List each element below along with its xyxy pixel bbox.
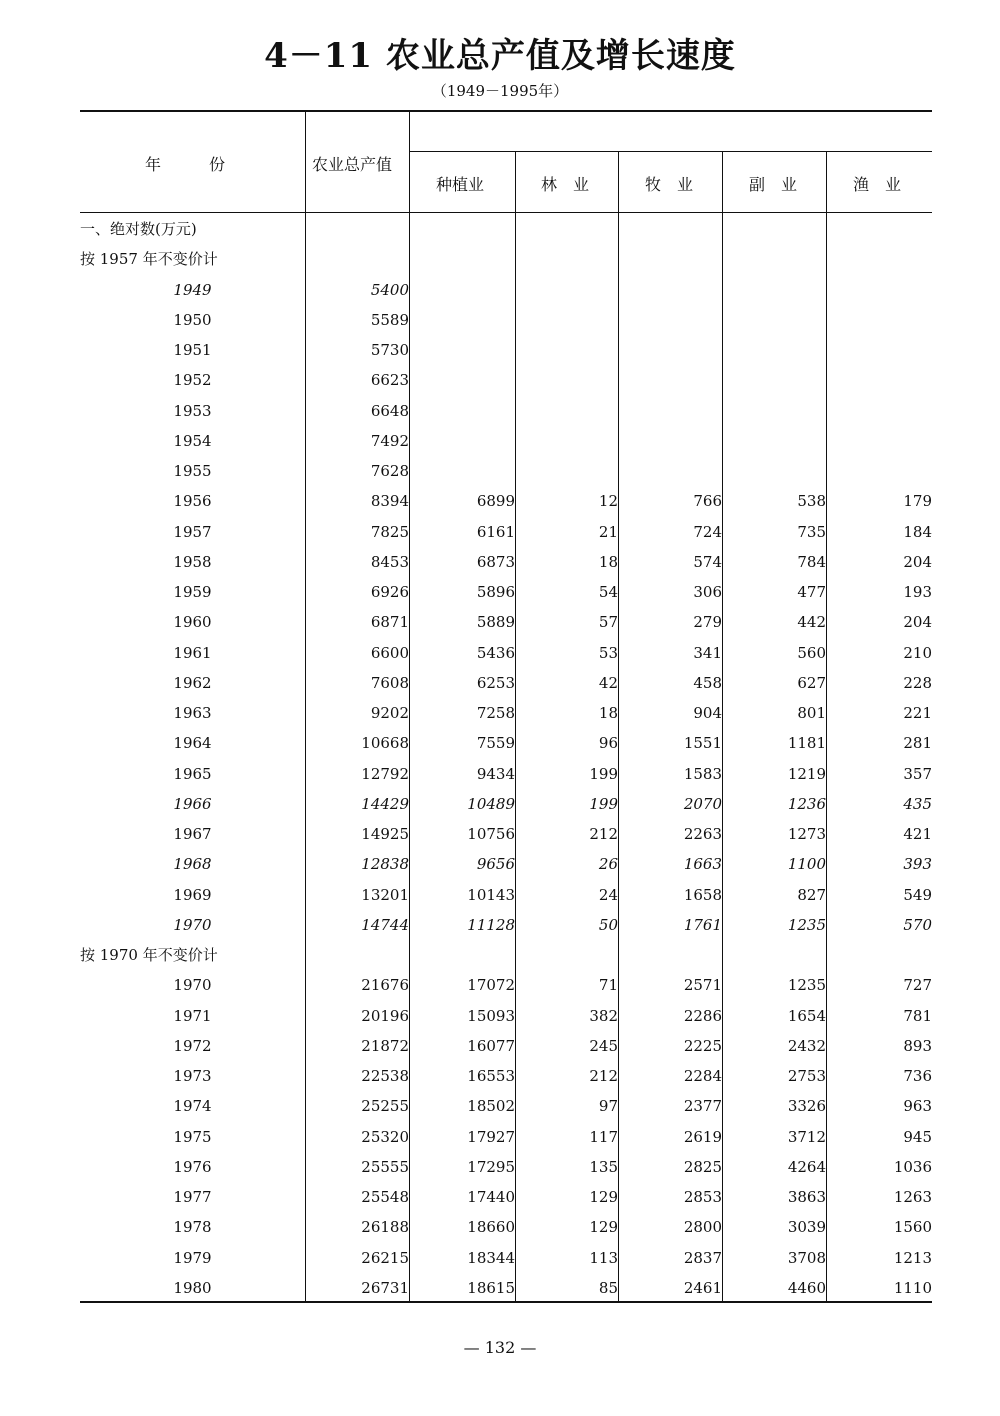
- livestock-cell: 1761: [683, 915, 722, 934]
- forestry-cell: 129: [589, 1188, 618, 1207]
- crop-cell: 16553: [467, 1067, 515, 1086]
- table-row: [80, 880, 932, 910]
- fishery-cell: 1263: [893, 1188, 932, 1207]
- sideline-cell: [722, 396, 826, 426]
- livestock-cell: 306: [693, 583, 722, 602]
- table-row: [80, 517, 932, 547]
- year-cell: 1975: [173, 1127, 212, 1146]
- forestry-cell: 53: [598, 643, 618, 662]
- table-row: [80, 1152, 932, 1182]
- crop-cell: [409, 275, 515, 305]
- livestock-cell: 458: [693, 673, 722, 692]
- total-cell: 6623: [370, 371, 409, 390]
- sideline-cell: [722, 365, 826, 395]
- livestock-cell: [618, 456, 722, 486]
- data-table: [80, 214, 932, 1303]
- forestry-cell: 117: [589, 1127, 618, 1146]
- livestock-cell: [618, 426, 722, 456]
- fishery-cell: 893: [903, 1036, 932, 1055]
- fishery-cell: 421: [903, 825, 932, 844]
- forestry-cell: 26: [598, 855, 618, 874]
- crop-cell: 6161: [476, 522, 515, 541]
- forestry-cell: 113: [589, 1248, 618, 1267]
- table-row: [80, 970, 932, 1000]
- total-cell: 7608: [370, 673, 409, 692]
- year-cell: 1972: [173, 1036, 212, 1055]
- header-bottom-rule: [80, 212, 932, 213]
- fishery-cell: 221: [903, 704, 932, 723]
- crop-cell: 6899: [476, 492, 515, 511]
- forestry-cell: 57: [598, 613, 618, 632]
- header-fishery: 渔 业: [853, 175, 902, 194]
- crop-cell: 16077: [467, 1036, 515, 1055]
- livestock-cell: 2225: [683, 1036, 722, 1055]
- table-row: [80, 1091, 932, 1121]
- forestry-cell: 135: [589, 1157, 618, 1176]
- crop-cell: 18660: [467, 1218, 515, 1237]
- fishery-cell: 184: [903, 522, 932, 541]
- forestry-cell: [515, 396, 618, 426]
- fishery-cell: 393: [903, 855, 932, 874]
- year-cell: 1961: [173, 643, 212, 662]
- forestry-cell: 245: [589, 1036, 618, 1055]
- sideline-cell: [722, 275, 826, 305]
- livestock-cell: 2263: [683, 825, 722, 844]
- sideline-cell: 2432: [787, 1036, 826, 1055]
- total-cell: 9202: [370, 704, 409, 723]
- crop-cell: 18502: [467, 1097, 515, 1116]
- forestry-cell: 71: [598, 976, 618, 995]
- crop-cell: 17072: [467, 976, 515, 995]
- table-row: [80, 275, 932, 305]
- table-row: [80, 305, 932, 335]
- sideline-cell: 801: [797, 704, 826, 723]
- fishery-cell: [826, 335, 932, 365]
- sideline-cell: 1100: [787, 855, 826, 874]
- section-label: 一、绝对数(万元): [80, 220, 197, 239]
- fishery-cell: 727: [903, 976, 932, 995]
- sideline-cell: [722, 335, 826, 365]
- section-row: [80, 244, 932, 274]
- livestock-cell: 724: [693, 522, 722, 541]
- total-cell: 21676: [361, 976, 409, 995]
- crop-cell: 10756: [467, 825, 515, 844]
- livestock-cell: 2825: [683, 1157, 722, 1176]
- year-cell: 1968: [173, 855, 212, 874]
- table-row: [80, 1001, 932, 1031]
- sideline-cell: 1236: [787, 794, 826, 813]
- table-row: [80, 547, 932, 577]
- total-cell: 22538: [361, 1067, 409, 1086]
- sideline-cell: [722, 305, 826, 335]
- table-row: [80, 789, 932, 819]
- page-number: — 132 —: [463, 1338, 537, 1357]
- fishery-cell: 781: [903, 1006, 932, 1025]
- crop-cell: 17295: [467, 1157, 515, 1176]
- crop-cell: 15093: [467, 1006, 515, 1025]
- table-row: [80, 365, 932, 395]
- table-row: [80, 1243, 932, 1273]
- year-cell: 1979: [173, 1248, 212, 1267]
- forestry-cell: [515, 365, 618, 395]
- table-row: [80, 486, 932, 516]
- livestock-cell: 2619: [683, 1127, 722, 1146]
- livestock-cell: 574: [693, 552, 722, 571]
- year-cell: 1969: [173, 885, 212, 904]
- year-cell: 1971: [173, 1006, 212, 1025]
- crop-cell: [409, 365, 515, 395]
- sideline-cell: 1235: [787, 915, 826, 934]
- year-cell: 1977: [173, 1188, 212, 1207]
- livestock-cell: 341: [693, 643, 722, 662]
- sideline-cell: 735: [797, 522, 826, 541]
- fishery-cell: [826, 305, 932, 335]
- section-label: 按 1957 年不变价计: [80, 250, 218, 269]
- sideline-cell: 3863: [787, 1188, 826, 1207]
- livestock-cell: 2837: [683, 1248, 722, 1267]
- forestry-cell: [515, 305, 618, 335]
- total-cell: 26188: [361, 1218, 409, 1237]
- table-row: [80, 759, 932, 789]
- year-cell: 1951: [173, 341, 212, 360]
- forestry-cell: 212: [589, 825, 618, 844]
- fishery-cell: [826, 396, 932, 426]
- fishery-cell: 1213: [893, 1248, 932, 1267]
- crop-cell: 17440: [467, 1188, 515, 1207]
- fishery-cell: 945: [903, 1127, 932, 1146]
- total-cell: 6600: [370, 643, 409, 662]
- crop-cell: 18344: [467, 1248, 515, 1267]
- header-crop: 种植业: [436, 175, 485, 194]
- forestry-cell: 199: [589, 794, 618, 813]
- sideline-cell: 477: [797, 583, 826, 602]
- total-cell: 26731: [361, 1278, 409, 1297]
- crop-cell: [409, 396, 515, 426]
- table-row: [80, 728, 932, 758]
- crop-cell: [409, 426, 515, 456]
- forestry-cell: 129: [589, 1218, 618, 1237]
- table-row: [80, 396, 932, 426]
- section-row: [80, 940, 932, 970]
- table-row: [80, 1212, 932, 1242]
- fishery-cell: 357: [903, 764, 932, 783]
- year-cell: 1974: [173, 1097, 212, 1116]
- table-row: [80, 698, 932, 728]
- livestock-cell: 766: [693, 492, 722, 511]
- fishery-cell: [826, 365, 932, 395]
- forestry-cell: 212: [589, 1067, 618, 1086]
- total-cell: 12838: [361, 855, 409, 874]
- year-cell: 1957: [173, 522, 212, 541]
- year-cell: 1959: [173, 583, 212, 602]
- table-row: [80, 456, 932, 486]
- forestry-cell: 24: [598, 885, 618, 904]
- forestry-cell: [515, 456, 618, 486]
- sideline-cell: 627: [797, 673, 826, 692]
- forestry-cell: 50: [598, 915, 618, 934]
- forestry-cell: [515, 426, 618, 456]
- livestock-cell: 2571: [683, 976, 722, 995]
- year-cell: 1965: [173, 764, 212, 783]
- livestock-cell: [618, 305, 722, 335]
- livestock-cell: 2070: [683, 794, 722, 813]
- year-cell: 1967: [173, 825, 212, 844]
- sideline-cell: 538: [797, 492, 826, 511]
- total-cell: 25255: [361, 1097, 409, 1116]
- fishery-cell: 228: [903, 673, 932, 692]
- table-row: [80, 1122, 932, 1152]
- fishery-cell: [826, 456, 932, 486]
- year-cell: 1953: [173, 401, 212, 420]
- livestock-cell: 2286: [683, 1006, 722, 1025]
- livestock-cell: 1658: [683, 885, 722, 904]
- livestock-cell: 2853: [683, 1188, 722, 1207]
- sideline-cell: 1235: [787, 976, 826, 995]
- livestock-cell: [618, 396, 722, 426]
- year-cell: 1955: [173, 462, 212, 481]
- fishery-cell: 736: [903, 1067, 932, 1086]
- crop-cell: 9434: [476, 764, 515, 783]
- fishery-cell: 204: [903, 552, 932, 571]
- table-body: [80, 214, 932, 1303]
- fishery-cell: [826, 275, 932, 305]
- livestock-cell: 1583: [683, 764, 722, 783]
- sideline-cell: 1654: [787, 1006, 826, 1025]
- sideline-cell: [722, 456, 826, 486]
- total-cell: 14429: [361, 794, 409, 813]
- sideline-cell: 2753: [787, 1067, 826, 1086]
- section-label: 按 1970 年不变价计: [80, 946, 218, 965]
- crop-cell: 5896: [476, 583, 515, 602]
- livestock-cell: 2800: [683, 1218, 722, 1237]
- forestry-cell: 42: [598, 673, 618, 692]
- year-cell: 1963: [173, 704, 212, 723]
- total-cell: 12792: [361, 764, 409, 783]
- crop-cell: 10489: [467, 794, 515, 813]
- forestry-cell: 21: [598, 522, 618, 541]
- table-top-rule: [80, 110, 932, 112]
- forestry-cell: [515, 275, 618, 305]
- fishery-cell: 193: [903, 583, 932, 602]
- crop-cell: 18615: [467, 1278, 515, 1297]
- forestry-cell: 97: [598, 1097, 618, 1116]
- livestock-cell: [618, 275, 722, 305]
- year-cell: 1966: [173, 794, 212, 813]
- year-cell: 1962: [173, 673, 212, 692]
- sideline-cell: 442: [797, 613, 826, 632]
- page-title: 4－11 农业总产值及增长速度: [264, 36, 736, 76]
- table-row: [80, 577, 932, 607]
- year-cell: 1958: [173, 552, 212, 571]
- livestock-cell: 2461: [683, 1278, 722, 1297]
- sideline-cell: 1181: [787, 734, 826, 753]
- header-sub-rule: [409, 151, 932, 152]
- total-cell: 8453: [370, 552, 409, 571]
- total-cell: 20196: [361, 1006, 409, 1025]
- livestock-cell: [618, 365, 722, 395]
- header-forestry: 林 业: [541, 175, 590, 194]
- total-cell: 14744: [361, 915, 409, 934]
- total-cell: 6871: [370, 613, 409, 632]
- fishery-cell: 1110: [893, 1278, 932, 1297]
- table-row: [80, 335, 932, 365]
- crop-cell: [409, 456, 515, 486]
- sideline-cell: 4460: [787, 1278, 826, 1297]
- sideline-cell: [722, 426, 826, 456]
- sideline-cell: 3708: [787, 1248, 826, 1267]
- forestry-cell: 382: [589, 1006, 618, 1025]
- sideline-cell: 3712: [787, 1127, 826, 1146]
- table-row: [80, 1061, 932, 1091]
- fishery-cell: 210: [903, 643, 932, 662]
- sideline-cell: 3039: [787, 1218, 826, 1237]
- forestry-cell: 199: [589, 764, 618, 783]
- total-cell: 7628: [370, 462, 409, 481]
- total-cell: 6926: [370, 583, 409, 602]
- year-cell: 1970: [173, 976, 212, 995]
- sideline-cell: 827: [797, 885, 826, 904]
- total-cell: 8394: [370, 492, 409, 511]
- livestock-cell: 1663: [683, 855, 722, 874]
- fishery-cell: [826, 426, 932, 456]
- table-row: [80, 1273, 932, 1303]
- crop-cell: 5436: [476, 643, 515, 662]
- sideline-cell: 3326: [787, 1097, 826, 1116]
- total-cell: 25555: [361, 1157, 409, 1176]
- sideline-cell: 4264: [787, 1157, 826, 1176]
- fishery-cell: 281: [903, 734, 932, 753]
- table-row: [80, 426, 932, 456]
- year-cell: 1980: [173, 1278, 212, 1297]
- year-cell: 1954: [173, 431, 212, 450]
- year-cell: 1973: [173, 1067, 212, 1086]
- crop-cell: 5889: [476, 613, 515, 632]
- livestock-cell: 279: [693, 613, 722, 632]
- forestry-cell: 18: [598, 704, 618, 723]
- livestock-cell: 904: [693, 704, 722, 723]
- total-cell: 10668: [361, 734, 409, 753]
- livestock-cell: 2284: [683, 1067, 722, 1086]
- total-cell: 25548: [361, 1188, 409, 1207]
- sideline-cell: 1219: [787, 764, 826, 783]
- livestock-cell: 1551: [683, 734, 722, 753]
- total-cell: 5400: [370, 280, 409, 299]
- forestry-cell: 96: [598, 734, 618, 753]
- crop-cell: [409, 335, 515, 365]
- year-cell: 1952: [173, 371, 212, 390]
- forestry-cell: [515, 335, 618, 365]
- total-cell: 21872: [361, 1036, 409, 1055]
- total-cell: 13201: [361, 885, 409, 904]
- table-row: [80, 638, 932, 668]
- page-subtitle: （1949－1995年）: [431, 82, 569, 100]
- total-cell: 25320: [361, 1127, 409, 1146]
- fishery-cell: 179: [903, 492, 932, 511]
- sideline-cell: 1273: [787, 825, 826, 844]
- sideline-cell: 784: [797, 552, 826, 571]
- fishery-cell: 204: [903, 613, 932, 632]
- year-cell: 1976: [173, 1157, 212, 1176]
- year-cell: 1970: [173, 915, 212, 934]
- fishery-cell: 549: [903, 885, 932, 904]
- forestry-cell: 18: [598, 552, 618, 571]
- table-row: [80, 1031, 932, 1061]
- crop-cell: 6873: [476, 552, 515, 571]
- table-row: [80, 1182, 932, 1212]
- forestry-cell: 12: [598, 492, 618, 511]
- crop-cell: 10143: [467, 885, 515, 904]
- total-cell: 26215: [361, 1248, 409, 1267]
- section-row: [80, 214, 932, 244]
- livestock-cell: 2377: [683, 1097, 722, 1116]
- total-cell: 5589: [370, 310, 409, 329]
- forestry-cell: 54: [598, 583, 618, 602]
- crop-cell: [409, 305, 515, 335]
- fishery-cell: 1560: [893, 1218, 932, 1237]
- fishery-cell: 570: [903, 915, 932, 934]
- header-total: 农业总产值: [312, 155, 393, 174]
- crop-cell: 9656: [476, 855, 515, 874]
- fishery-cell: 963: [903, 1097, 932, 1116]
- total-cell: 6648: [370, 401, 409, 420]
- crop-cell: 7258: [476, 704, 515, 723]
- year-cell: 1978: [173, 1218, 212, 1237]
- header-sideline: 副 业: [749, 175, 798, 194]
- total-cell: 7492: [370, 431, 409, 450]
- fishery-cell: 435: [903, 794, 932, 813]
- fishery-cell: 1036: [893, 1157, 932, 1176]
- header-year: 年 份: [145, 155, 226, 174]
- year-cell: 1949: [173, 280, 212, 299]
- table-row: [80, 607, 932, 637]
- table-row: [80, 910, 932, 940]
- total-cell: 14925: [361, 825, 409, 844]
- year-cell: 1964: [173, 734, 212, 753]
- crop-cell: 6253: [476, 673, 515, 692]
- livestock-cell: [618, 335, 722, 365]
- table-row: [80, 849, 932, 879]
- crop-cell: 11128: [467, 915, 515, 934]
- year-cell: 1960: [173, 613, 212, 632]
- crop-cell: 7559: [476, 734, 515, 753]
- header-livestock: 牧 业: [645, 175, 694, 194]
- table-row: [80, 819, 932, 849]
- total-cell: 7825: [370, 522, 409, 541]
- forestry-cell: 85: [598, 1278, 618, 1297]
- total-cell: 5730: [370, 341, 409, 360]
- table-row: [80, 668, 932, 698]
- year-cell: 1950: [173, 310, 212, 329]
- year-cell: 1956: [173, 492, 212, 511]
- crop-cell: 17927: [467, 1127, 515, 1146]
- sideline-cell: 560: [797, 643, 826, 662]
